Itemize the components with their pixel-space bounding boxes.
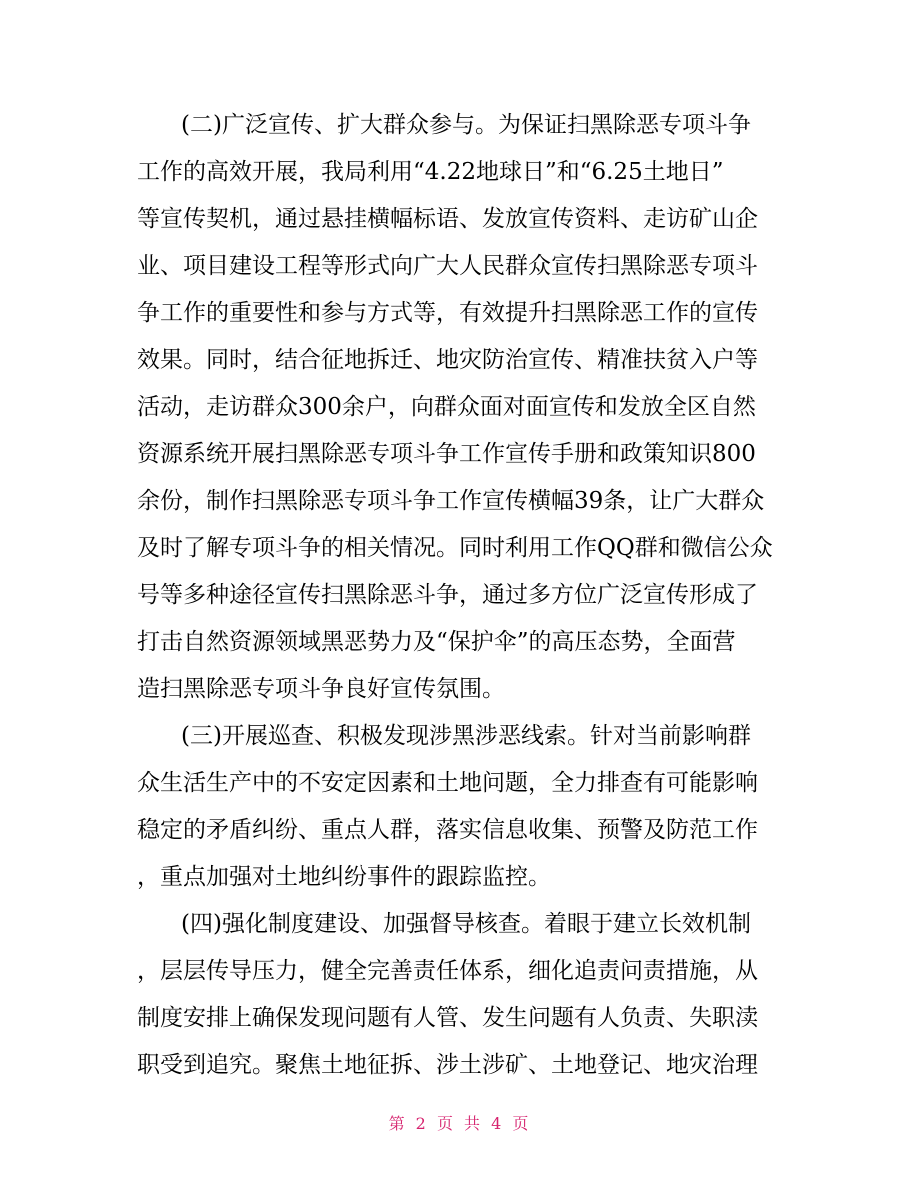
text-line: 及时了解专项斗争的相关情况。同时利用工作QQ群和微信公众 bbox=[137, 535, 773, 561]
text-line: ，重点加强对土地纠纷事件的跟踪监控。 bbox=[137, 864, 551, 890]
text-line: 效果。同时，结合征地拆迁、地灾防治宣传、精准扶贫入户等 bbox=[137, 347, 758, 373]
text-line: 业、项目建设工程等形式向广大人民群众宣传扫黑除恶专项斗 bbox=[137, 253, 758, 279]
paragraph-publicity bbox=[137, 102, 787, 713]
text-line: ，层层传导压力，健全完善责任体系，细化追责问责措施，从 bbox=[137, 958, 758, 984]
text-line: 众生活生产中的不安定因素和土地问题，全力排查有可能影响 bbox=[137, 770, 758, 796]
page-number-footer: 第 2 页 共 4 页 bbox=[388, 1114, 532, 1133]
text-line: 资源系统开展扫黑除恶专项斗争工作宣传手册和政策知识800 bbox=[137, 441, 756, 467]
text-line: 等宣传契机，通过悬挂横幅标语、发放宣传资料、走访矿山企 bbox=[137, 206, 758, 232]
text-line: 活动，走访群众300余户，向群众面对面宣传和发放全区自然 bbox=[137, 394, 756, 420]
text-line: 号等多种途径宣传扫黑除恶斗争，通过多方位广泛宣传形成了 bbox=[137, 582, 758, 608]
text-line: (三)开展巡查、积极发现涉黑涉恶线索。针对当前影响群 bbox=[181, 723, 751, 749]
text-line: (四)强化制度建设、加强督导核查。着眼于建立长效机制 bbox=[181, 911, 751, 937]
text-line: 职受到追究。聚焦土地征拆、涉土涉矿、土地登记、地灾治理 bbox=[137, 1052, 758, 1078]
paragraph-inspection bbox=[137, 713, 787, 901]
text-line: 打击自然资源领域黑恶势力及“保护伞”的高压态势，全面营 bbox=[137, 629, 736, 655]
text-line: 余份，制作扫黑除恶专项斗争工作宣传横幅39条，让广大群众 bbox=[137, 488, 765, 514]
text-line: 稳定的矛盾纠纷、重点人群，落实信息收集、预警及防范工作 bbox=[137, 817, 758, 843]
paragraph-system-building bbox=[137, 901, 787, 1089]
document-body bbox=[137, 102, 787, 1089]
text-line: 争工作的重要性和参与方式等，有效提升扫黑除恶工作的宣传 bbox=[137, 300, 758, 326]
text-line: (二)广泛宣传、扩大群众参与。为保证扫黑除恶专项斗争 bbox=[181, 112, 751, 138]
text-line: 工作的高效开展，我局利用“4.22地球日”和“6.25土地日” bbox=[137, 159, 724, 185]
text-line: 造扫黑除恶专项斗争良好宣传氛围。 bbox=[137, 676, 505, 702]
text-line: 制度安排上确保发现问题有人管、发生问题有人负责、失职渎 bbox=[137, 1005, 758, 1031]
